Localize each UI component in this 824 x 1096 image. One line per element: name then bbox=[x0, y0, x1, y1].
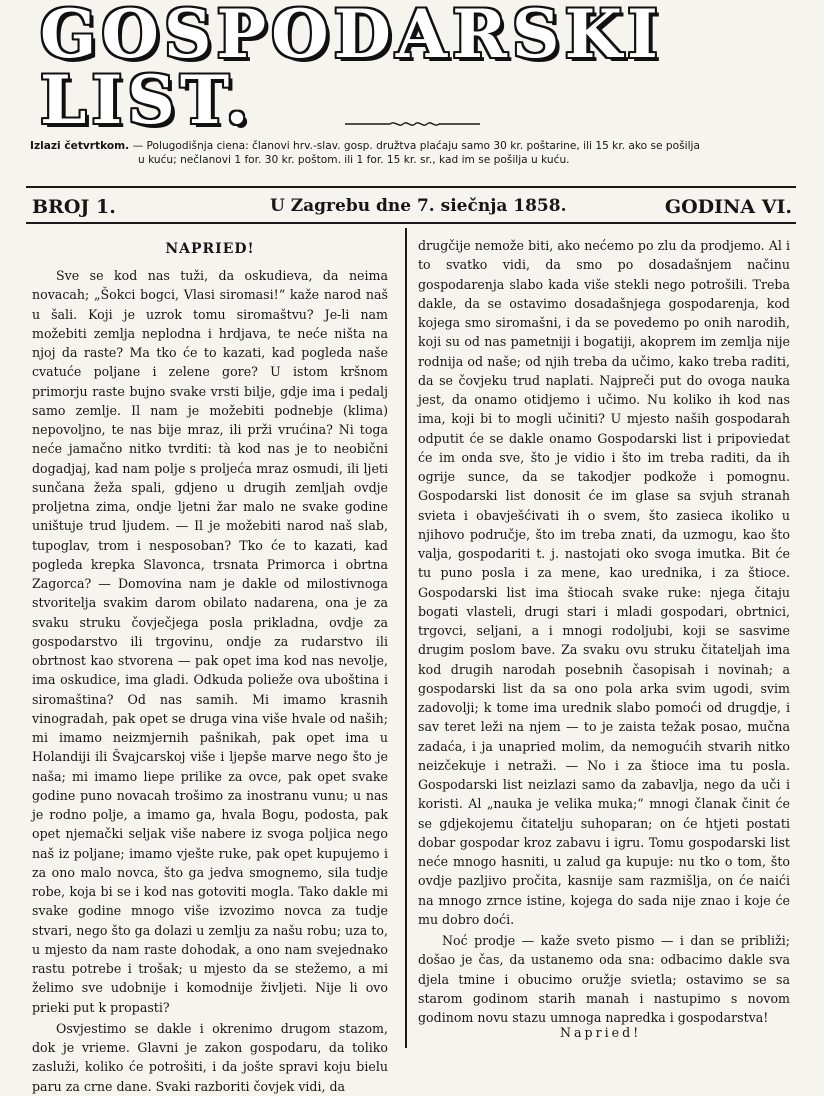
article-signature: Napried! bbox=[560, 1025, 642, 1040]
column-divider bbox=[405, 228, 407, 1048]
subscription-line-1 bbox=[30, 139, 794, 153]
article-paragraph: Sve se kod nas tuži, da oskudieva, da neima novacah; „Šokci bogci, Vlasi siromasi!“ kaže narod naš u šali. Koji je uzrok tomu siromaštvu? Je-li nam možebiti zemlja neplodna i hrdjava, te neće ništa na njoj da raste? Ma tko će to kazati, kad pogleda naše cvatuće poljane i zelene gore? U istom kršnom primorju raste bujno svake vrsti bilje, gdje ima i pedalj samo zemlje. Il nam je možebiti podnebje (klima) nepovoljno, te nas bije mraz, ili prži vrućina? Ni toga neće jamačno nitko tvrditi: tà kod nas je to neobični dogadjaj, kad nam polje s proljeća mraz osmudi, ili ljeti sunčana žeža spali, gdjeno u drugih zemljah ovdje proljetna zima, ondje ljetni žar malo ne svake godine uništuje trud ljudem. — Il je možebiti narod naš slab, tupoglav, trom i nesposoban? Tko će to kazati, kad pogleda krepka Slavonca, trsnata Primorca i obrtna Zagorca? — Domovina nam je dakle od milostivnoga stvoritelja svakim darom obilato nadarena, ona je za svaku struku čovječjega posla prikladna, ovdje za gospodarstvo ili trgovinu, ondje za rudarstvo ili obrtnost kao stvorena — pak opet ima kod nas nevolje, ima oskudice, ima gladi. Odkuda polieže ova uboština i siromaština? Od nas samih. Mi imamo krasnih vinogradah, pak opet se druga vina više hvale od naših; mi imamo neizmjernih pašnikah, pak opet ima u Holandiji ili Švajcarskoj više i ljepše marve nego što je naša; mi imamo liepe prilike za ovce, pak opet svake godine puno novacah trošimo za inostranu vunu; u nas je rodno polje, a imamo ga, hvala Bogu, podosta, pak opet njemački seljak više nabere iz svoga poljica nego naš iz poljane; imamo vješte ruke, pak opet kupujemo i za ono malo novca, što ga jedva smognemo, sila tudje robe, koja bi se i kod nas gotoviti mogla. Tako dakle mi svake godine mnogo više izvozimo novca za tudje stvari, nego što ga dolazi u zemlju za našu robu; uza to, u mjesto da nam raste dohodak, a ono nam svejednako rastu potrebe i trošak; u mjesto da se stežemo, a mi želimo sve udobnije i komodnije življeti. Nije li ovo prieki put k propasti? bbox=[32, 268, 388, 1015]
article-paragraph: drugčije nemože biti, ako nećemo po zlu da prodjemo. Al i to svatko vidi, da smo po dosadašnjem načinu gospodarenja slabo kada više stekli nego potrošili. Treba dakle, da se ostavimo dosadašnjega gospodarenja, kod kojega smo siromašni, i da se povedemo po onih narodih, koji su od nas pametniji i bogatiji, akoprem im zemlja nije rodnija od naše; od njih treba da učimo, kako treba raditi, da se čovjeku trud naplati. Najpreči put do ovoga nauka jest, da onamo otidjemo i učimo. Nu koliko ih kod nas ima, koji bi to mogli učiniti? U mjesto naših gospodarah odputit će se dakle onamo Gospodarski list i pripoviedat će im onda sve, što je vidio i što im treba raditi, da ih ogrije sunce, da se takodjer podkože i pomognu. Gospodarski list donosit će im glase sa svjuh stranah svieta i obavješćivati ih o svem, što zasieca ikoliko u njihovo područje, što im treba znati, da uzmogu, kao što valja, gospodariti t. j. nastojati oko svoga imutka. Bit će tu puno posla i za mene, kao urednika, i za štioce. Gospodarski list ima štiocah svake ruke: njega čitaju bogati vlasteli, drugi stari i mladi gospodari, obrtnici, trgovci, seljani, a i mnogi rodoljubi, koji se sasvime drugim poslom bave. Za svaku ovu struku čitateljah ima kod drugih narodah posebnih časopisah i novinah; a gospodarski list da sa ono pola arka svim ugodi, svim zadovolji; k tome ima urednik slabo pomoći od drugdje, i sav teret leži na njem — to je zaista težak posao, mučna zadaća, i ja unapried molim, da nemogućih stvarih nitko neizčekuje i netraži. — No i za štioce ima tu posla. Gospodarski list neizlazi samo da zabavlja, nego da uči i koristi. Al „nauka je velika muka;“ mnogi članak činit će se gdjekojemu čitatelju suhoparan; on će htjeti postati dobar gospodar kroz zabavu i igru. Tomu gospodarski list neće mnogo hasniti, u zalud ga kupuje: nu tko o tom, što ovdje pazljivo pročita, kasnije sam razmišlja, on će naići na mnogo zrnce istine, kojega do sada nije znao i koje će mu dobro doći. bbox=[418, 238, 790, 927]
ornament-divider-icon bbox=[345, 118, 480, 130]
article-column-right bbox=[418, 236, 790, 1027]
issue-number: BROJ 1. bbox=[32, 196, 116, 218]
subscription-notice bbox=[30, 139, 794, 167]
article-paragraph: Noć prodje — kaže sveto pismo — i dan se približi; došao je čas, da ustanemo oda sna: odbacimo dakle sva djela tmine i obucimo oružje svietla; ostavimo se sa starom godinom starih manah i nastupimo s novom godinom novu stazu umnoga napredka i gospodarstva! bbox=[418, 933, 790, 1025]
masthead bbox=[40, 0, 784, 139]
top-rule bbox=[26, 186, 796, 188]
bottom-rule bbox=[26, 222, 796, 224]
newspaper-title: GOSPODARSKI LIST. bbox=[40, 1, 784, 133]
subscription-line-2: u kuću; nečlanovi 1 for. 30 kr. poštom. ili 1 for. 15 kr. sr., kad im se pošilja u kuću. bbox=[138, 154, 570, 166]
article-title: NAPRIED! bbox=[165, 241, 255, 257]
subscription-text-1: — Polugodišnja ciena: članovi hrv.-slav. gosp. družtva plaćaju samo 30 kr. poštarine, ili 15 kr. ako se pošilja bbox=[129, 140, 700, 152]
subscription-lead: Izlazi četvrtkom. bbox=[30, 140, 130, 152]
volume-year: GODINA VI. bbox=[664, 196, 792, 218]
article-column-left bbox=[32, 236, 388, 1096]
issue-date: U Zagrebu dne 7. siečnja 1858. bbox=[270, 196, 567, 216]
article-paragraph: Osvjestimo se dakle i okrenimo drugom stazom, dok je vrieme. Glavni je zakon gospodaru, da toliko zasluži, koliko će potrošiti, i da jošte spravi koju bielu paru za crne dane. Svaki razboriti čovjek vidi, da bbox=[32, 1020, 388, 1094]
dateline bbox=[30, 192, 794, 218]
